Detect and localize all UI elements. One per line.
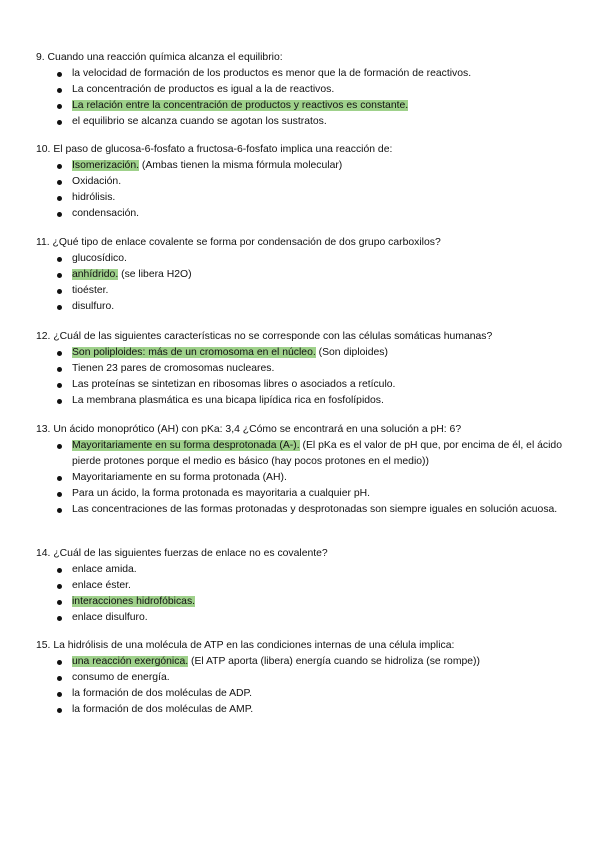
option-item	[36, 206, 562, 222]
option-item	[36, 470, 562, 486]
option-item-correct	[36, 594, 562, 610]
option-text: Mayoritariamente en su forma protonada (AH).	[72, 472, 287, 483]
option-text: condensación.	[72, 208, 140, 219]
option-text: La membrana plasmática es una bicapa lipídica rica en fosfolípidos.	[72, 395, 384, 406]
question-title: 15. La hidrólisis de una molécula de ATP en las condiciones internas de una célula implica:	[36, 640, 455, 651]
answer-note: (se libera H2O)	[118, 269, 192, 280]
option-item	[36, 251, 562, 267]
option-item-correct	[36, 345, 562, 361]
option-text: la formación de dos moléculas de ADP.	[72, 688, 253, 699]
question-title: 9. Cuando una reacción química alcanza el equilibrio:	[36, 52, 283, 63]
option-list	[36, 158, 562, 222]
highlighted-answer: anhídrido.	[72, 269, 119, 280]
question-title: 12. ¿Cuál de las siguientes características no se corresponde con las células somáticas humanas?	[36, 331, 493, 342]
option-item-correct	[36, 267, 562, 283]
option-text: la velocidad de formación de los productos es menor que la de formación de reactivos.	[72, 68, 472, 79]
option-list	[36, 345, 562, 409]
answer-note: (Son diploides)	[315, 347, 388, 358]
question-14	[36, 546, 562, 626]
question-15	[36, 638, 562, 718]
option-text: enlace amida.	[72, 564, 137, 575]
question-9	[36, 50, 562, 130]
option-text: la formación de dos moléculas de AMP.	[72, 704, 254, 715]
option-item	[36, 283, 562, 299]
option-item-correct	[36, 438, 562, 470]
option-text: el equilibrio se alcanza cuando se agotan los sustratos.	[72, 116, 327, 127]
question-title: 10. El paso de glucosa-6-fosfato a fructosa-6-fosfato implica una reacción de:	[36, 144, 393, 155]
option-item-correct	[36, 158, 562, 174]
option-text: hidrólisis.	[72, 192, 116, 203]
option-list	[36, 654, 562, 718]
highlighted-answer: Son poliploides: más de un cromosoma en el núcleo.	[72, 347, 316, 358]
option-item	[36, 299, 562, 315]
option-text: tioéster.	[72, 285, 109, 296]
option-text: Las proteínas se sintetizan en ribosomas libres o asociados a retículo.	[72, 379, 396, 390]
option-item	[36, 393, 562, 409]
highlighted-answer: interacciones hidrofóbicas.	[72, 596, 196, 607]
question-10	[36, 142, 562, 222]
option-item	[36, 686, 562, 702]
option-item	[36, 502, 562, 518]
highlighted-answer: La relación entre la concentración de productos y reactivos es constante.	[72, 100, 409, 111]
option-list	[36, 251, 562, 315]
question-title: 11. ¿Qué tipo de enlace covalente se forma por condensación de dos grupo carboxilos?	[36, 237, 441, 248]
option-item	[36, 377, 562, 393]
answer-note: (El pKa es el valor de pH que, por encima de él, el ácido pierde protones porque el medio es básico (hay pocos protones en el medio))	[72, 440, 562, 467]
question-title: 14. ¿Cuál de las siguientes fuerzas de enlace no es covalente?	[36, 548, 328, 559]
option-item	[36, 702, 562, 718]
option-text: disulfuro.	[72, 301, 115, 312]
option-text: enlace éster.	[72, 580, 131, 591]
question-13	[36, 422, 562, 518]
answer-note: (El ATP aporta (libera) energía cuando se hidroliza (se rompe))	[188, 656, 480, 667]
option-list	[36, 562, 562, 626]
option-text: Tienen 23 pares de cromosomas nucleares.	[72, 363, 275, 374]
option-item	[36, 486, 562, 502]
option-list	[36, 438, 562, 518]
question-title: 13. Un ácido monoprótico (AH) con pKa: 3,4 ¿Cómo se encontrará en una solución a pH: 6?	[36, 424, 462, 435]
option-text: Oxidación.	[72, 176, 122, 187]
option-text: consumo de energía.	[72, 672, 170, 683]
option-list	[36, 66, 562, 130]
option-text: Para un ácido, la forma protonada es mayoritaria a cualquier pH.	[72, 488, 371, 499]
option-text: Las concentraciones de las formas protonadas y desprotonadas son siempre iguales en solución acuosa.	[72, 504, 558, 515]
option-text: enlace disulfuro.	[72, 612, 148, 623]
option-item-correct	[36, 654, 562, 670]
answer-note: (Ambas tienen la misma fórmula molecular)	[139, 160, 343, 171]
option-item	[36, 190, 562, 206]
highlighted-answer: una reacción exergónica.	[72, 656, 189, 667]
option-item	[36, 114, 562, 130]
option-item	[36, 174, 562, 190]
option-text: La concentración de productos es igual a la de reactivos.	[72, 84, 335, 95]
option-item	[36, 66, 562, 82]
highlighted-answer: Isomerización.	[72, 160, 139, 171]
option-item	[36, 578, 562, 594]
highlighted-answer: Mayoritariamente en su forma desprotonada (A-).	[72, 440, 300, 451]
option-item	[36, 670, 562, 686]
option-item	[36, 610, 562, 626]
option-item-correct	[36, 98, 562, 114]
option-item	[36, 562, 562, 578]
option-item	[36, 361, 562, 377]
option-item	[36, 82, 562, 98]
question-12	[36, 329, 562, 409]
question-11	[36, 235, 562, 315]
option-text: glucosídico.	[72, 253, 127, 264]
